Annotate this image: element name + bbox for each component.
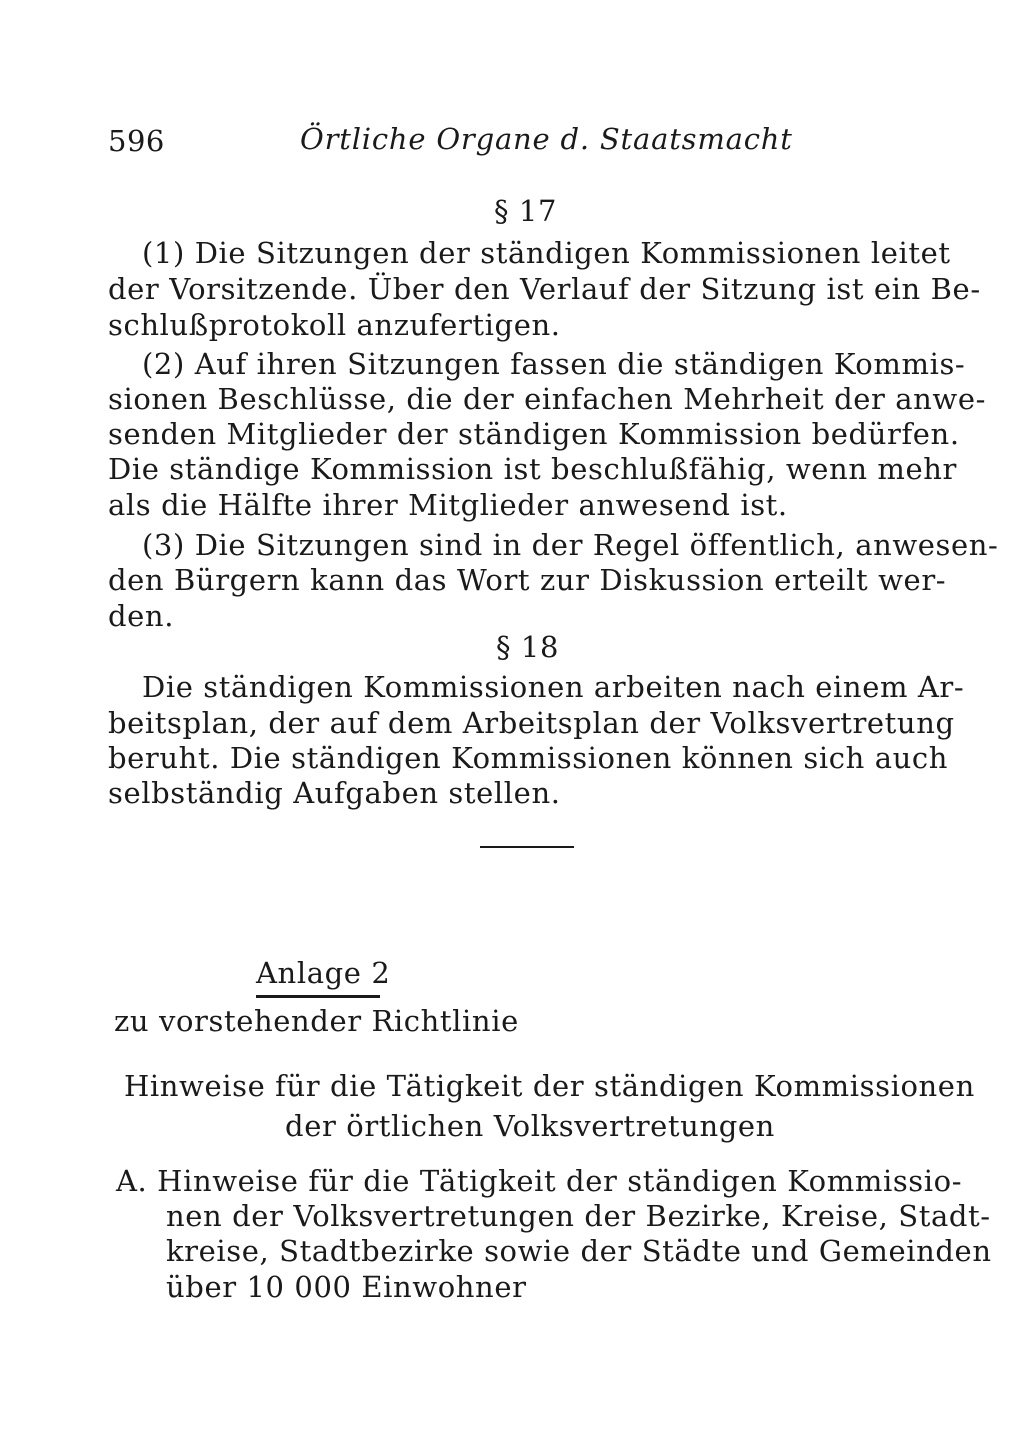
- paragraph-line: senden Mitglieder der ständigen Kommission bedürfen.: [108, 417, 960, 451]
- annex-title: Anlage 2: [256, 956, 391, 990]
- paragraph-line: beitsplan, der auf dem Arbeitsplan der Volksvertretung: [108, 706, 955, 740]
- paragraph-line: Die ständige Kommission ist beschlußfähig, wenn mehr: [108, 452, 958, 486]
- annex-heading: der örtlichen Volksvertretungen: [285, 1109, 775, 1143]
- paragraph-line: der Vorsitzende. Über den Verlauf der Sitzung ist ein Be-: [108, 272, 981, 306]
- list-item-line: A. Hinweise für die Tätigkeit der ständigen Kommissio-: [116, 1164, 963, 1198]
- list-item-line: über 10 000 Einwohner: [166, 1270, 527, 1304]
- annex-subtitle: zu vorstehender Richtlinie: [114, 1004, 519, 1038]
- annex-heading: Hinweise für die Tätigkeit der ständigen Kommissionen: [124, 1069, 975, 1103]
- section-17-heading: § 17: [494, 194, 558, 228]
- paragraph-line: (3) Die Sitzungen sind in der Regel öffentlich, anwesen-: [142, 528, 999, 562]
- list-item-line: nen der Volksvertretungen der Bezirke, Kreise, Stadt-: [166, 1199, 991, 1233]
- page-number: 596: [108, 124, 165, 158]
- section-18-heading: § 18: [496, 630, 560, 664]
- paragraph-line: den.: [108, 599, 175, 633]
- paragraph-line: den Bürgern kann das Wort zur Diskussion erteilt wer-: [108, 563, 947, 597]
- running-title: Örtliche Organe d. Staatsmacht: [300, 122, 793, 156]
- annex-title-underline: [256, 995, 380, 998]
- paragraph-line: (1) Die Sitzungen der ständigen Kommissionen leitet: [142, 236, 951, 270]
- paragraph-line: sionen Beschlüsse, die der einfachen Mehrheit der anwe-: [108, 382, 987, 416]
- section-divider: [480, 846, 574, 848]
- paragraph-line: Die ständigen Kommissionen arbeiten nach einem Ar-: [142, 670, 965, 704]
- paragraph-line: beruht. Die ständigen Kommissionen können sich auch: [108, 741, 948, 775]
- paragraph-line: als die Hälfte ihrer Mitglieder anwesend ist.: [108, 488, 788, 522]
- list-item-line: kreise, Stadtbezirke sowie der Städte und Gemeinden: [166, 1234, 992, 1268]
- paragraph-line: (2) Auf ihren Sitzungen fassen die ständigen Kommis-: [142, 347, 966, 381]
- paragraph-line: selbständig Aufgaben stellen.: [108, 776, 561, 810]
- paragraph-line: schlußprotokoll anzufertigen.: [108, 308, 561, 342]
